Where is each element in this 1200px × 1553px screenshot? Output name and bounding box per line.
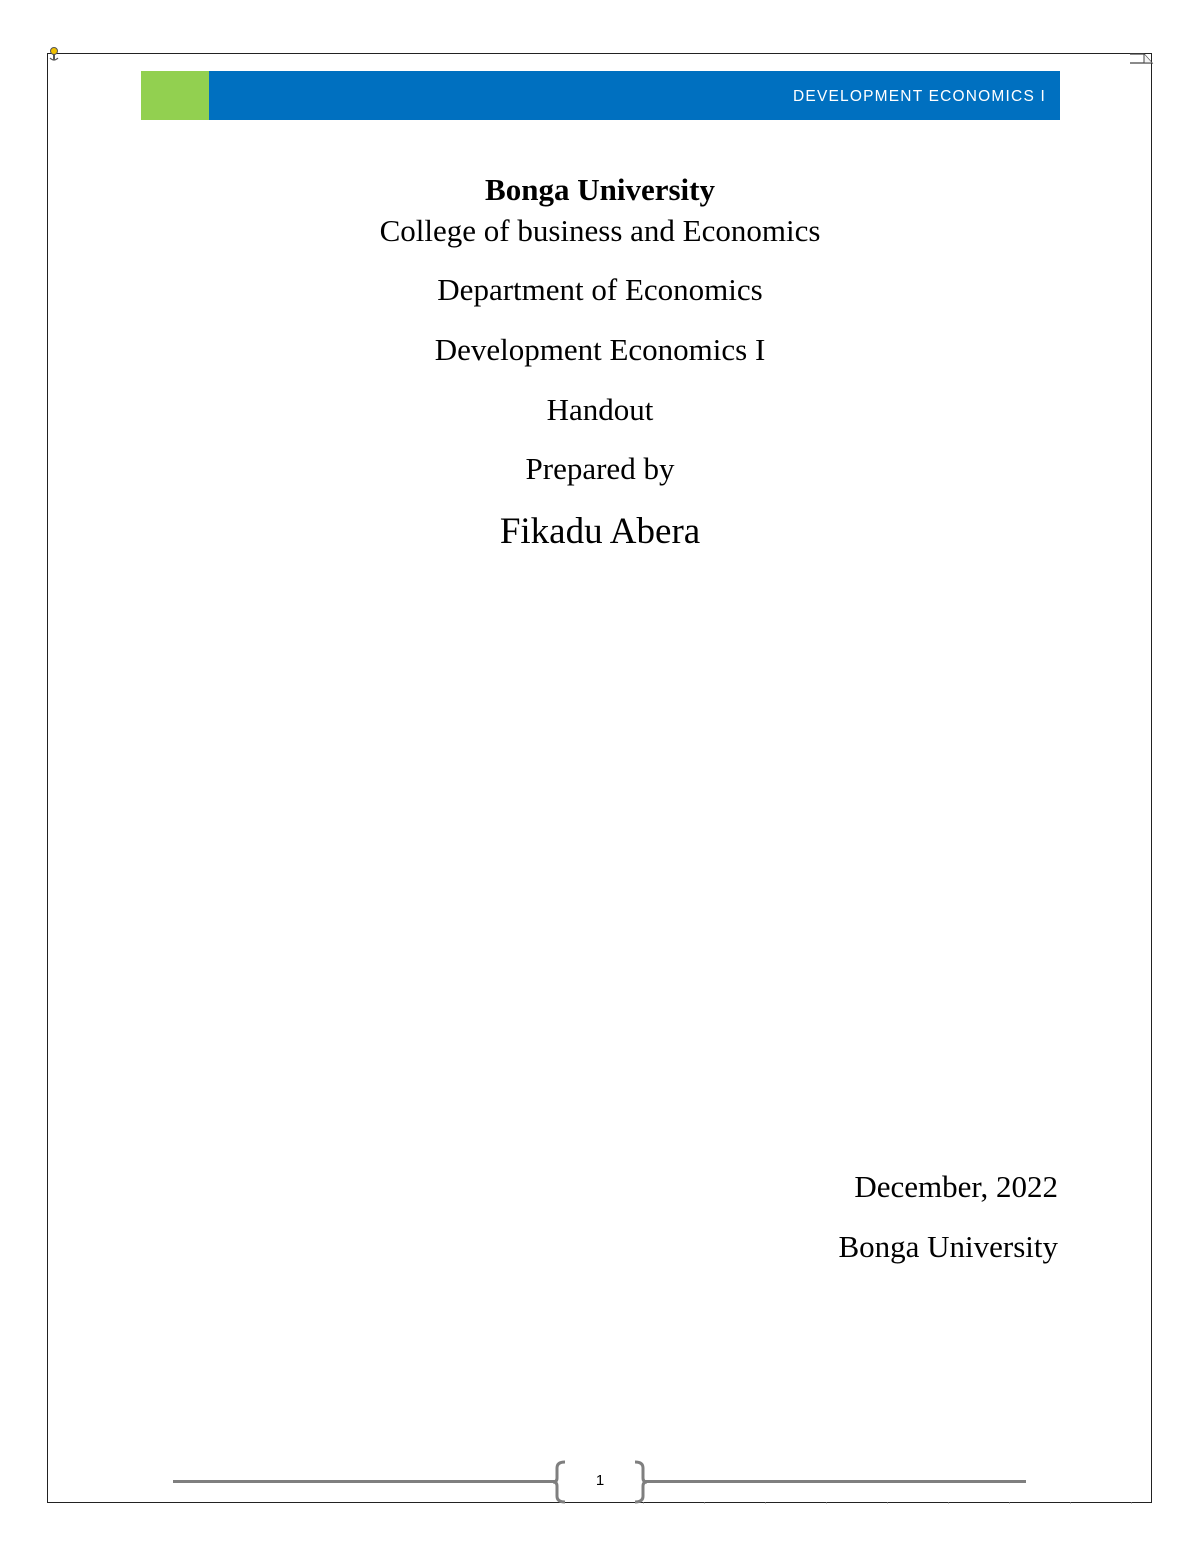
running-header <box>141 71 1060 120</box>
page-footer <box>0 1460 1200 1506</box>
college-name: College of business and Economics <box>379 213 821 248</box>
page-number: 1 <box>595 1472 605 1489</box>
document-type: Handout <box>546 392 654 427</box>
publisher-institution: Bonga University <box>838 1229 1058 1264</box>
publication-date: December, 2022 <box>854 1169 1058 1204</box>
department-name: Department of Economics <box>437 272 763 307</box>
footer-dotted-line <box>643 1501 1143 1505</box>
course-title: Development Economics I <box>434 332 766 367</box>
left-brace-icon <box>550 1460 570 1504</box>
university-name: Bonga University <box>485 172 715 207</box>
author-name: Fikadu Abera <box>499 511 701 552</box>
footer-rule-right <box>643 1480 1026 1483</box>
header-title: DEVELOPMENT ECONOMICS I <box>793 88 1046 105</box>
prepared-by-label: Prepared by <box>525 451 675 486</box>
header-blue-block <box>209 71 1060 120</box>
footer-rule-left <box>173 1480 555 1483</box>
anchor-icon <box>47 46 61 62</box>
header-green-block <box>141 71 209 120</box>
page-corner-fold-icon <box>1128 53 1154 71</box>
